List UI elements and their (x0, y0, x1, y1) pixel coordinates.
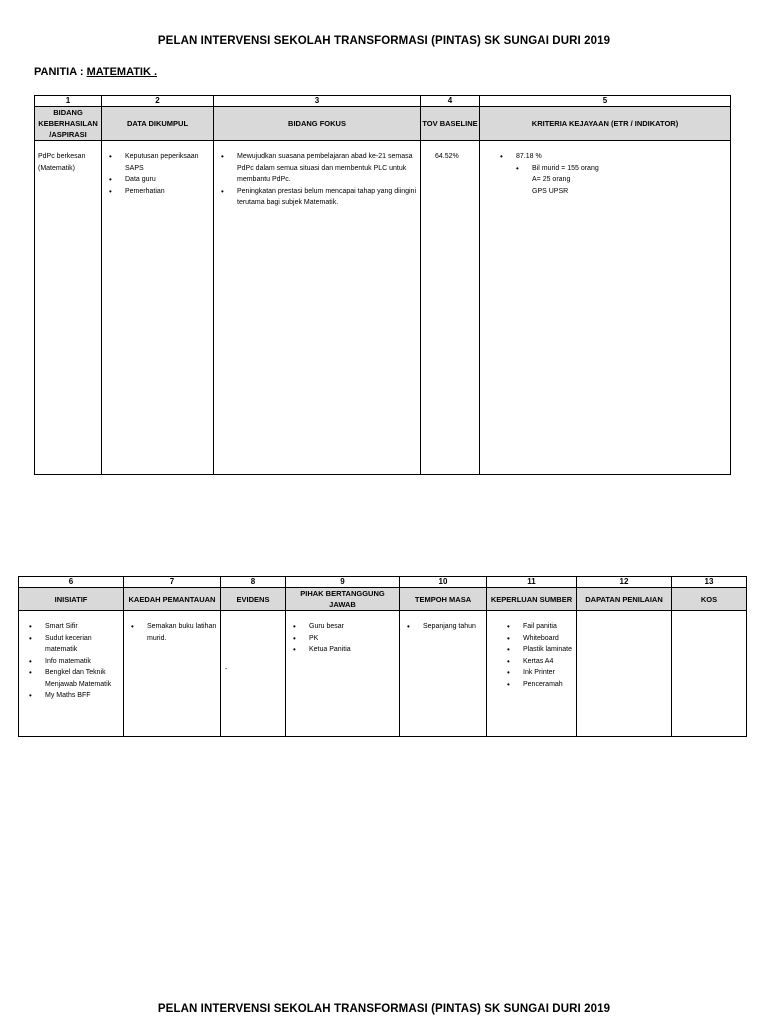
header-kos: KOS (672, 588, 747, 611)
header-row (35, 107, 731, 141)
list-item: • Guru besar (309, 621, 399, 633)
kriteria-line: A= 25 orang (532, 176, 571, 183)
list-item: • Fail panitia (523, 621, 576, 633)
list-item: • Whiteboard (523, 633, 576, 645)
list-item: • Penceramah (523, 679, 576, 691)
cell-tov (421, 141, 480, 475)
panitia-line (34, 66, 157, 78)
list-item: • Data guru (125, 174, 213, 186)
header-data-dikumpul: DATA DIKUMPUL (102, 107, 214, 141)
column-number: 12 (577, 577, 672, 588)
list-item: • PK (309, 633, 399, 645)
column-number: 8 (221, 577, 286, 588)
list-item: • Ink Printer (523, 667, 576, 679)
evidens-value: - (225, 666, 228, 673)
cell-evidens (221, 611, 286, 737)
list-item: • Plastik laminate (523, 644, 576, 656)
header-dapatan-penilaian: DAPATAN PENILAIAN (577, 588, 672, 611)
intervention-table-1 (34, 95, 731, 475)
list-item: • Peningkatan prestasi belum mencapai tahap yang diingini terutama bagi subjek Matematik. (237, 186, 420, 209)
list-item: • Pemerhatian (125, 186, 213, 198)
header-bidang-fokus: BIDANG FOKUS (214, 107, 421, 141)
list-item (516, 151, 730, 197)
list-item: • Kertas A4 (523, 656, 576, 668)
header-row (19, 588, 747, 611)
header-evidens: EVIDENS (221, 588, 286, 611)
column-number: 6 (19, 577, 124, 588)
column-number: 5 (480, 96, 731, 107)
column-number: 1 (35, 96, 102, 107)
column-number: 11 (487, 577, 577, 588)
column-number: 10 (400, 577, 487, 588)
list-item: • Smart Sifir (45, 621, 123, 633)
header-bidang-keberhasilan: BIDANG KEBERHASILAN /ASPIRASI (35, 107, 102, 141)
cell-bidang-fokus (214, 141, 421, 475)
cell-kaedah (124, 611, 221, 737)
column-number: 13 (672, 577, 747, 588)
list-item: • Sepanjang tahun (423, 621, 486, 633)
cell-dapatan (577, 611, 672, 737)
column-number: 4 (421, 96, 480, 107)
column-number: 7 (124, 577, 221, 588)
list-item: • Semakan buku latihan murid. (147, 621, 220, 644)
column-number-row (35, 96, 731, 107)
header-tov-baseline: TOV BASELINE (421, 107, 480, 141)
cell-inisiatif (19, 611, 124, 737)
panitia-value: MATEMATIK . (86, 66, 158, 78)
intervention-table-2 (18, 576, 747, 737)
table-row (19, 611, 747, 737)
cell-pihak (286, 611, 400, 737)
table-row (35, 141, 731, 475)
tov-value: 64.52% (435, 153, 459, 160)
column-number: 9 (286, 577, 400, 588)
list-item: • Info matematik (45, 656, 123, 668)
list-item: • Keputusan peperiksaan SAPS (125, 151, 213, 174)
header-kriteria-kejayaan: KRITERIA KEJAYAAN (ETR / INDIKATOR) (480, 107, 731, 141)
list-item: • Ketua Panitia (309, 644, 399, 656)
footer-title: PELAN INTERVENSI SEKOLAH TRANSFORMASI (PINTAS) SK SUNGAI DURI 2019 (157, 1003, 611, 1015)
cell-kos (672, 611, 747, 737)
list-item: • Mewujudkan suasana pembelajaran abad ke-21 semasa PdPc dalam semua situasi dan membentuk PLC untuk membantu PdPc. (237, 151, 420, 186)
column-number: 2 (102, 96, 214, 107)
header-pihak-bertanggung-jawab: PIHAK BERTANGGUNG JAWAB (286, 588, 400, 611)
panitia-label: PANITIA : (34, 66, 87, 78)
column-number-row (19, 577, 747, 588)
kriteria-percent: 87.18 % (516, 153, 542, 160)
list-item: • Sudut kecerian matematik (45, 633, 123, 656)
header-tempoh-masa: TEMPOH MASA (400, 588, 487, 611)
header-kaedah-pemantauan: KAEDAH PEMANTAUAN (124, 588, 221, 611)
header-keperluan-sumber: KEPERLUAN SUMBER (487, 588, 577, 611)
header-inisiatif: INISIATIF (19, 588, 124, 611)
cell-keperluan (487, 611, 577, 737)
cell-data-dikumpul (102, 141, 214, 475)
kriteria-line: GPS UPSR (532, 187, 569, 195)
list-item: • My Maths BFF (45, 690, 123, 702)
cell-kriteria (480, 141, 731, 475)
document-title: PELAN INTERVENSI SEKOLAH TRANSFORMASI (PINTAS) SK SUNGAI DURI 2019 (157, 35, 611, 47)
cell-bidang (35, 141, 102, 475)
list-item: • Bengkel dan Teknik Menjawab Matematik (45, 667, 123, 690)
cell-tempoh (400, 611, 487, 737)
bidang-text: PdPc berkesan (Matematik) (38, 153, 86, 172)
column-number: 3 (214, 96, 421, 107)
kriteria-dash-item: • Bil murid = 155 orang (532, 163, 730, 175)
